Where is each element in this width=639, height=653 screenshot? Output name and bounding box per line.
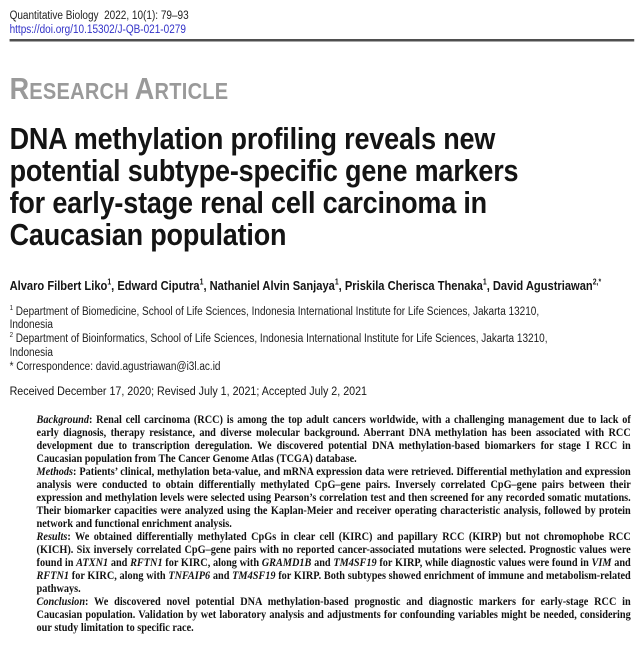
article-title: DNA methylation profiling reveals new potential subtype-specific gene markers for early-stage renal cell carcinoma in Caucasian population (9, 121, 519, 252)
abstract (37, 413, 631, 633)
affiliations (9, 303, 567, 375)
affiliation-1: $^1$ Department of Biomedicine, School of Life Sciences, Indonesia International Institute for Life Sciences, Jakarta 13210, Indonesia (9, 303, 540, 332)
doi-link[interactable]: https://doi.org/10.15302/J-QB-021-0279 (9, 23, 186, 36)
article-type-label: RESEARCH ARTICLE (9, 71, 229, 106)
author-list: Alvaro Filbert Liko$^1$, Edward Ciputra$^1$, Nathaniel Alvin Sanjaya$^1$, Priskila Cherisca Thenaka$^1$, David Agustriawan$^{2,*}$ (9, 277, 602, 293)
abstract-conclusion: Conclusion: We discovered novel potential DNA methylation-based prognostic and diagnostic markers for early-stage RCC in Caucasian population. Validation by wet laboratory analysis and adjustments for confounding variables might be needed, considering our study limitation to specific race. (36, 593, 631, 634)
journal-citation: Quantitative Biology 2022, 10(1): 79–93 (9, 10, 189, 22)
correspondence-line: * Correspondence: david.agustriawan@i3l.ac.id (9, 360, 221, 373)
abstract-background: Background: Renal cell carcinoma (RCC) is among the top adult cancers worldwide, with a challenging management due to lack of early diagnosis, therapy resistance, and diverse molecular background. Aberrant DNA methylation has been associated with RCC development due to transcription deregulation. We discovered potential DNA methylation-based biomarkers for stage I RCC in Caucasian population from The Cancer Genome Atlas (TCGA) database. (36, 412, 631, 466)
article-history: Received December 17, 2020; Revised July 1, 2021; Accepted July 2, 2021 (9, 384, 368, 399)
abstract-results: Results: We obtained differentially methylated CpGs in clear cell (KIRC) and papillary RCC (KIRP) but not chromophobe RCC (KICH). Six inversely correlated CpG–gene pairs with no reported cancer-associated mutations were selected. Prognostic values were found in ATXN1 and RFTN1 for KIRC, along with GRAMD1B and TM4SF19 for KIRP, while diagnostic values were found in VIM and RFTN1 for KIRC, along with TNFAIP6 and TM4SF19 for KIRP. Both subtypes showed enrichment of immune and metabolism-related pathways. (36, 529, 631, 595)
doi-line (10, 24, 639, 38)
affiliation-2: $^2$ Department of Bioinformatics, School of Life Sciences, Indonesia International Institute for Life Sciences, Jakarta 13210, Indonesia (9, 331, 548, 359)
abstract-methods: Methods: Patients’ clinical, methylation beta-value, and mRNA expression data were retrieved. Differential methylation and expression analysis were conducted to obtain differentially methylated CpG–gene pairs. Inversely correlated CpG–gene pairs between their expression and methylation levels were selected using Pearson’s correlation test and then screened for any recorded somatic mutations. Their biomarker capacities were analyzed using the Kaplan-Meier and receiver operating characteristic analysis, followed by protein network and functional enrichment analysis. (36, 464, 631, 531)
header-divider (10, 39, 635, 42)
